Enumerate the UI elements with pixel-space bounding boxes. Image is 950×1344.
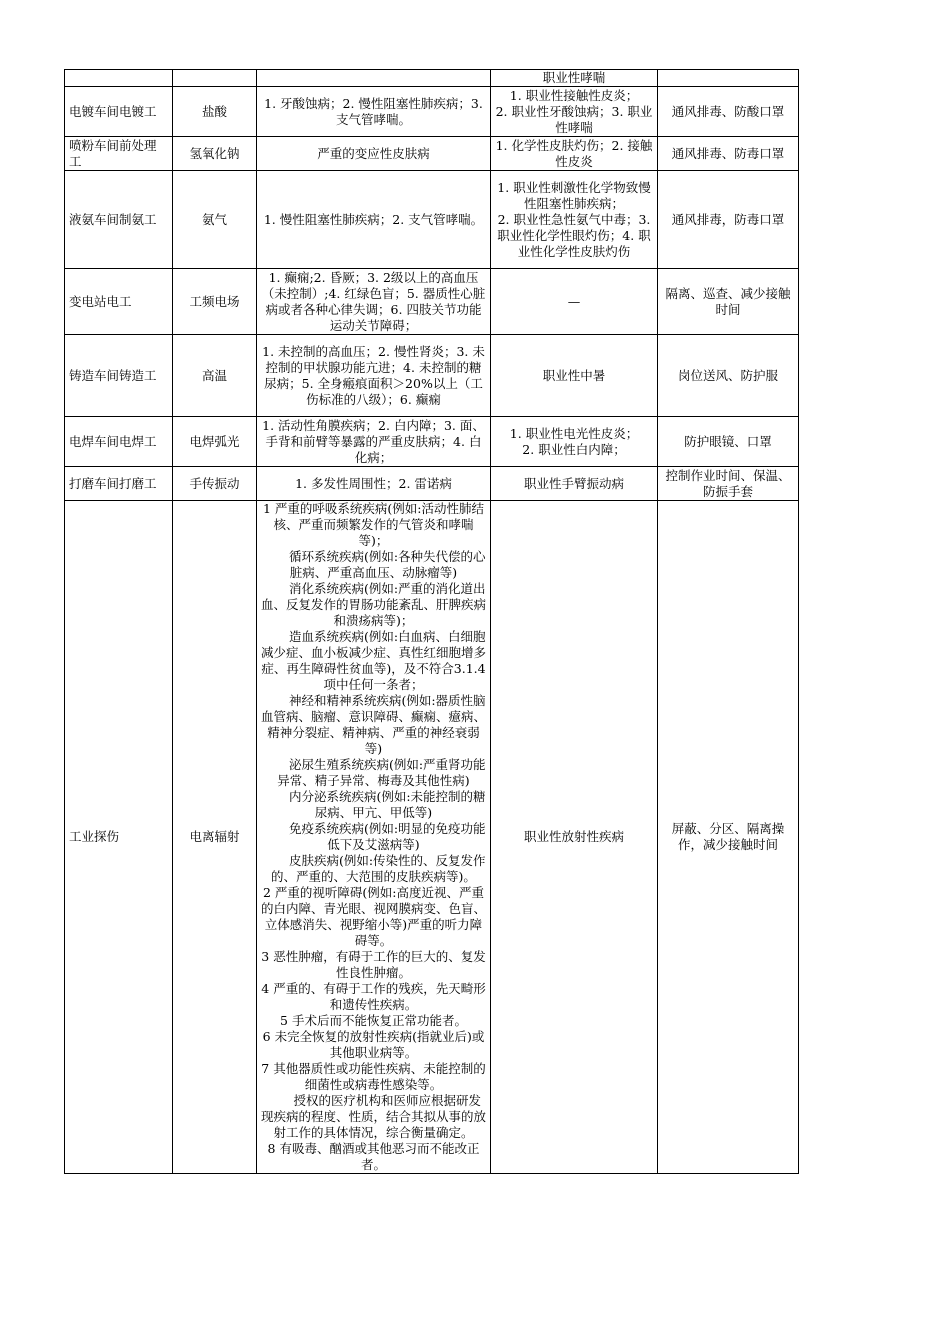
contra-item: 造血系统疾病(例如:白血病、白细胞减少症、血小板减少症、真性红细胞增多症、再生障碍性贫血等)，及不符合3.1.4项中任何一条者； xyxy=(261,629,487,692)
occupational-disease-cell: 职业性手臂振动病 xyxy=(491,467,658,501)
contra-item: 5 手术后而不能恢复正常功能者。 xyxy=(280,1013,467,1028)
protection-cell: 隔离、巡查、减少接触时间 xyxy=(658,269,799,335)
protection-cell: 屏蔽、分区、隔离操作，减少接触时间 xyxy=(658,501,799,1174)
disease-line: 1. 职业性接触性皮炎； xyxy=(509,87,639,103)
contra-item: 皮肤疾病(例如:传染性的、反复发作的、严重的、大范围的皮肤疾病等)。 xyxy=(271,853,486,884)
contraindication-cell: 1. 慢性阻塞性肺疾病；2. 支气管哮喘。 xyxy=(257,171,491,269)
factor-cell xyxy=(173,70,257,87)
protection-cell: 通风排毒，防毒口罩 xyxy=(658,171,799,269)
disease-line: 2. 职业性牙酸蚀病；3. 职业性哮喘 xyxy=(495,103,653,135)
job-cell: 铸造车间铸造工 xyxy=(65,335,173,417)
factor-cell: 氨气 xyxy=(173,171,257,269)
job-cell: 电焊车间电焊工 xyxy=(65,417,173,467)
contraindication-cell: 1. 活动性角膜疾病；2. 白内障；3. 面、手背和前臂等暴露的严重皮肤病；4. 白化病； xyxy=(257,417,491,467)
job-cell: 液氨车间制氨工 xyxy=(65,171,173,269)
protection-cell: 岗位送风、防护服 xyxy=(658,335,799,417)
factor-cell: 电焊弧光 xyxy=(173,417,257,467)
disease-line: 1. 职业性刺激性化学物致慢性阻塞性肺疾病； xyxy=(497,179,651,211)
table-row xyxy=(65,137,799,171)
factor-cell: 盐酸 xyxy=(173,87,257,137)
table-row xyxy=(65,269,799,335)
factor-cell: 工频电场 xyxy=(173,269,257,335)
contra-item: 神经和精神系统疾病(例如:器质性脑血管病、脑瘤、意识障碍、癫痫、癔病、精神分裂症、精神病、严重的神经衰弱等) xyxy=(261,693,487,756)
contra-item: 1 严重的呼吸系统疾病(例如:活动性肺结核、严重而频繁发作的气管炎和哮喘等)； xyxy=(262,501,484,548)
table-row xyxy=(65,417,799,467)
job-cell: 喷粉车间前处理工 xyxy=(65,137,173,171)
contraindication-cell: 1. 牙酸蚀病；2. 慢性阻塞性肺疾病；3. 支气管哮喘。 xyxy=(257,87,491,137)
occupational-disease-cell: 职业性放射性疾病 xyxy=(491,501,658,1174)
occupational-disease-cell: 职业性哮喘 xyxy=(491,70,658,87)
table-row xyxy=(65,70,799,87)
job-cell: 变电站电工 xyxy=(65,269,173,335)
table-row xyxy=(65,335,799,417)
disease-line: 2. 职业性急性氨气中毒；3. 职业性化学性眼灼伤；4. 职业性化学性皮肤灼伤 xyxy=(497,211,651,259)
occupational-disease-cell xyxy=(491,171,658,269)
factor-cell: 手传振动 xyxy=(173,467,257,501)
disease-line: 1. 职业性电光性皮炎； xyxy=(509,425,639,441)
contra-item: 循环系统疾病(例如:各种失代偿的心脏病、严重高血压、动脉瘤等) xyxy=(288,549,486,580)
table-row xyxy=(65,467,799,501)
hazard-table xyxy=(64,69,799,1174)
protection-cell xyxy=(658,70,799,87)
occupational-disease-cell: — xyxy=(491,269,658,335)
protection-cell: 控制作业时间、保温、防振手套 xyxy=(658,467,799,501)
protection-cell: 通风排毒、防酸口罩 xyxy=(658,87,799,137)
table-row xyxy=(65,87,799,137)
table-row xyxy=(65,501,799,1174)
occupational-disease-cell: 职业性中暑 xyxy=(491,335,658,417)
contraindication-cell: 1. 多发性周围性；2. 雷诺病 xyxy=(257,467,491,501)
factor-cell: 高温 xyxy=(173,335,257,417)
contra-item: 3 恶性肿瘤，有碍于工作的巨大的、复发性良性肿瘤。 xyxy=(261,949,486,980)
job-cell: 工业探伤 xyxy=(65,501,173,1174)
occupational-disease-cell xyxy=(491,87,658,137)
protection-cell: 防护眼镜、口罩 xyxy=(658,417,799,467)
contra-item: 免疫系统疾病(例如:明显的免疫功能低下及艾滋病等) xyxy=(288,821,486,852)
table-row xyxy=(65,171,799,269)
job-cell: 电镀车间电镀工 xyxy=(65,87,173,137)
contra-item: 泌尿生殖系统疾病(例如:严重肾功能异常、精子异常、梅毒及其他性病) xyxy=(277,757,486,788)
contraindication-cell: 1. 未控制的高血压；2. 慢性肾炎；3. 未控制的甲状腺功能亢进；4. 未控制的糖尿病；5. 全身瘢痕面积＞20%以上（工伤标准的八级）；6. 癫痫 xyxy=(257,335,491,417)
contra-item: 6 未完全恢复的放射性疾病(指就业后)或其他职业病等。 xyxy=(262,1029,485,1060)
contraindication-cell: 严重的变应性皮肤病 xyxy=(257,137,491,171)
contraindication-cell: 1. 癫痫;2. 昏厥；3. 2级以上的高血压（未控制）;4. 红绿色盲；5. 器质性心脏病或者各种心律失调；6. 四肢关节功能运动关节障碍； xyxy=(257,269,491,335)
contraindication-cell xyxy=(257,70,491,87)
contra-item: 消化系统疾病(例如:严重的消化道出血、反复发作的胃肠功能紊乱、肝脾疾病和溃疡病等)； xyxy=(261,581,487,628)
factor-cell: 氢氧化钠 xyxy=(173,137,257,171)
contra-item: 8 有吸毒、酗酒或其他恶习而不能改正者。 xyxy=(267,1141,480,1172)
contra-item: 2 严重的视听障碍(例如:高度近视、严重的白内障、青光眼、视网膜病变、色盲、立体感消失、视野缩小等)严重的听力障碍等。 xyxy=(261,885,487,948)
occupational-disease-cell: 1. 化学性皮肤灼伤；2. 接触性皮炎 xyxy=(491,137,658,171)
protection-cell: 通风排毒、防毒口罩 xyxy=(658,137,799,171)
contra-item: 授权的医疗机构和医师应根据研发现疾病的程度、性质，结合其拟从事的放射工作的具体情况，综合衡量确定。 xyxy=(261,1093,487,1140)
disease-line: 2. 职业性白内障； xyxy=(522,441,626,457)
contraindication-cell xyxy=(257,501,491,1174)
contra-item: 内分泌系统疾病(例如:未能控制的糖尿病、甲亢、甲低等) xyxy=(288,789,486,820)
occupational-disease-cell xyxy=(491,417,658,467)
job-cell: 打磨车间打磨工 xyxy=(65,467,173,501)
job-cell xyxy=(65,70,173,87)
factor-cell: 电离辐射 xyxy=(173,501,257,1174)
contra-item: 4 严重的、有碍于工作的残疾，先天畸形和遗传性疾病。 xyxy=(261,981,486,1012)
contra-item: 7 其他器质性或功能性疾病、未能控制的细菌性或病毒性感染等。 xyxy=(261,1061,486,1092)
